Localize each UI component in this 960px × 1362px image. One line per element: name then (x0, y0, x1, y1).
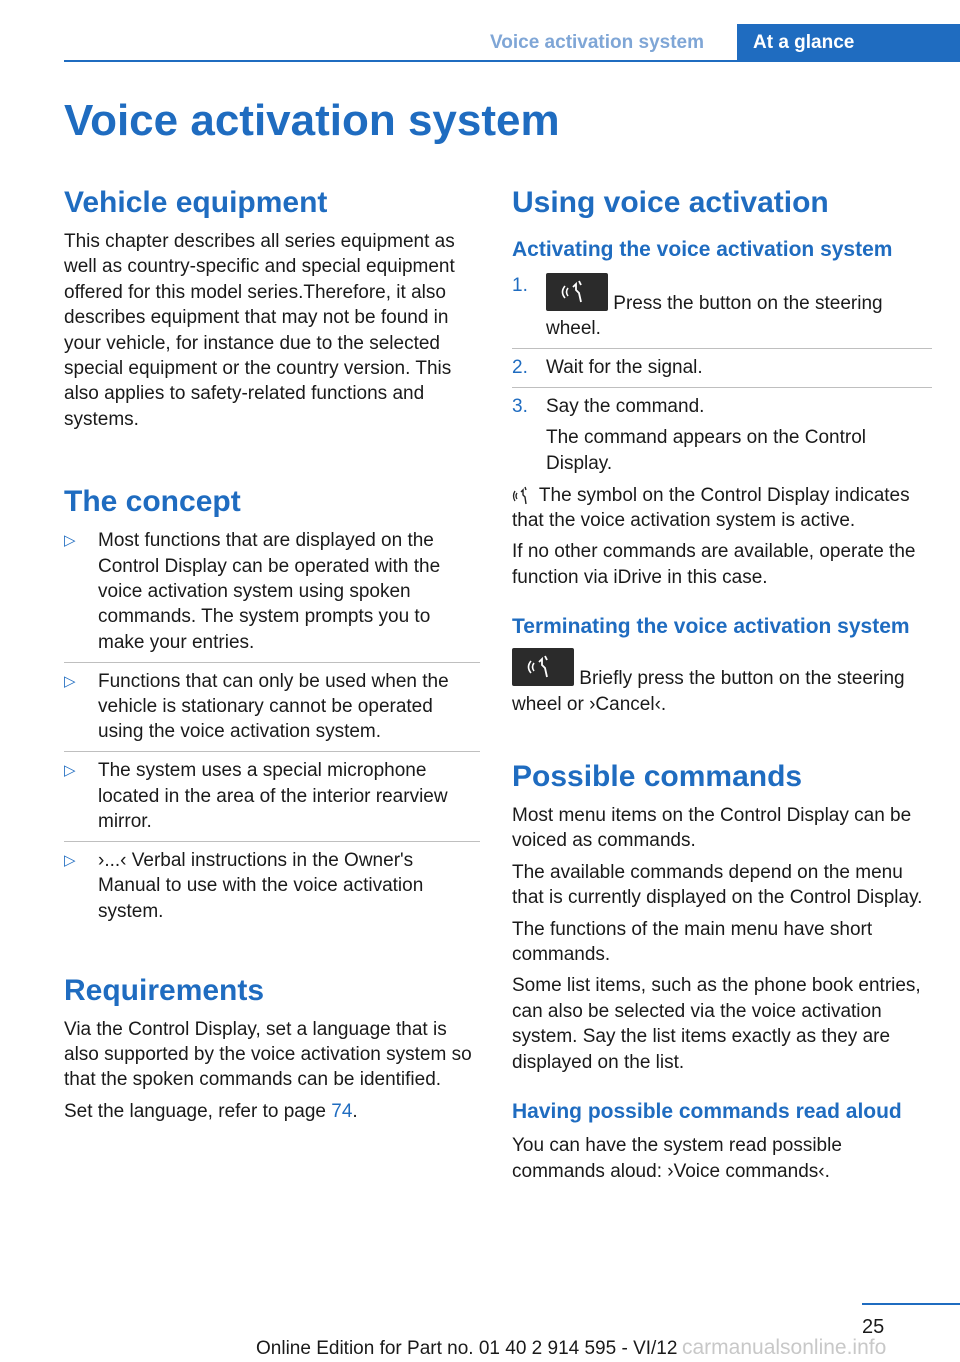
list-item: ▷ Functions that can only be used when the vehicle is stationary cannot be operated using the voice activation system. (64, 662, 480, 745)
list-item: 2. Wait for the signal. (512, 348, 932, 380)
heading-requirements: Requirements (64, 973, 265, 1007)
triangle-bullet-icon: ▷ (64, 762, 76, 780)
step-3-note: The command appears on the Control Display. (546, 427, 867, 474)
page-number: 25 (862, 1316, 885, 1338)
heading-activating: Activating the voice activation system (512, 238, 893, 261)
footer-rule (862, 1303, 960, 1305)
list-item: ▷ The system uses a special microphone located in the area of the interior rearview mirror. (64, 751, 480, 834)
vehicle-equipment-text: This chapter describes all series equipment as well as country-specific and special equipment offered for this model series.Therefore, it also describes equipment that may not be found in your vehicle, for instance due to the selected special equipment or the country version. This also applies to safety-related functions and systems. (64, 231, 455, 430)
possible-p4: Some list items, such as the phone book entries, can also be selected via the voice activation system. Say the list items exactly as they are displayed on the list. (512, 975, 921, 1073)
watermark: carmanualsonline.info (682, 1336, 887, 1359)
possible-p3: The functions of the main menu have short commands. (512, 918, 873, 966)
header-chapter-label: At a glance (753, 32, 855, 53)
steering-wheel-voice-button-icon (546, 273, 608, 311)
heading-terminating: Terminating the voice activation system (512, 615, 910, 639)
edition-note: Online Edition for Part no. 01 40 2 914 595 - VI/12 (256, 1338, 678, 1359)
triangle-bullet-icon: ▷ (64, 532, 76, 550)
page-title: Voice activation system (64, 96, 560, 145)
left-column (64, 183, 480, 1124)
heading-using-voice-activation: Using voice activation (512, 186, 829, 219)
triangle-bullet-icon: ▷ (64, 672, 76, 690)
voice-active-symbol-icon (512, 483, 534, 505)
page-link-74[interactable]: 74 (331, 1100, 353, 1122)
heading-the-concept: The concept (64, 485, 241, 519)
list-item: 3. Say the command. The command appears on the Control Display. (512, 387, 932, 476)
heading-read-aloud: Having possible commands read aloud (512, 1100, 902, 1124)
right-column (512, 183, 932, 1184)
heading-possible-commands: Possible commands (512, 760, 803, 794)
terminating-text: Briefly press the button on the steering wheel or ›Cancel‹. (512, 648, 932, 717)
read-aloud-text: You can have the system read possible commands aloud: ›Voice commands‹. (512, 1135, 842, 1182)
symbol-indicator-text: The symbol on the Control Display indicates that the voice activation system is active. (512, 484, 910, 532)
header-section-title: Voice activation system (490, 32, 705, 53)
heading-vehicle-equipment: Vehicle equipment (64, 186, 328, 219)
requirements-text: Via the Control Display, set a language that is also supported by the voice activation system so that the spoken commands can be identified. (64, 1018, 472, 1091)
possible-p1: Most menu items on the Control Display can be voiced as commands. (512, 805, 912, 852)
list-item: 1. Press the button on the steering wheel. (512, 275, 883, 340)
activation-steps (512, 273, 932, 476)
list-item: ▷ ›...‹ Verbal instructions in the Owner's Manual to use with the voice activation system. (64, 841, 480, 924)
concept-list (64, 528, 480, 924)
list-item: ▷ Most functions that are displayed on the Control Display can be operated with the voice activation system using spoken commands. The system prompts you to make your entries. (64, 530, 441, 653)
possible-p2: The available commands depend on the menu that is currently displayed on the Control Display. (512, 861, 923, 909)
header-chapter-tab (737, 24, 960, 62)
steering-wheel-voice-button-icon (512, 648, 574, 686)
requirements-page-ref: Set the language, refer to page 74. (64, 1100, 358, 1122)
triangle-bullet-icon: ▷ (64, 851, 76, 869)
no-commands-text: If no other commands are available, operate the function via iDrive in this case. (512, 541, 916, 588)
